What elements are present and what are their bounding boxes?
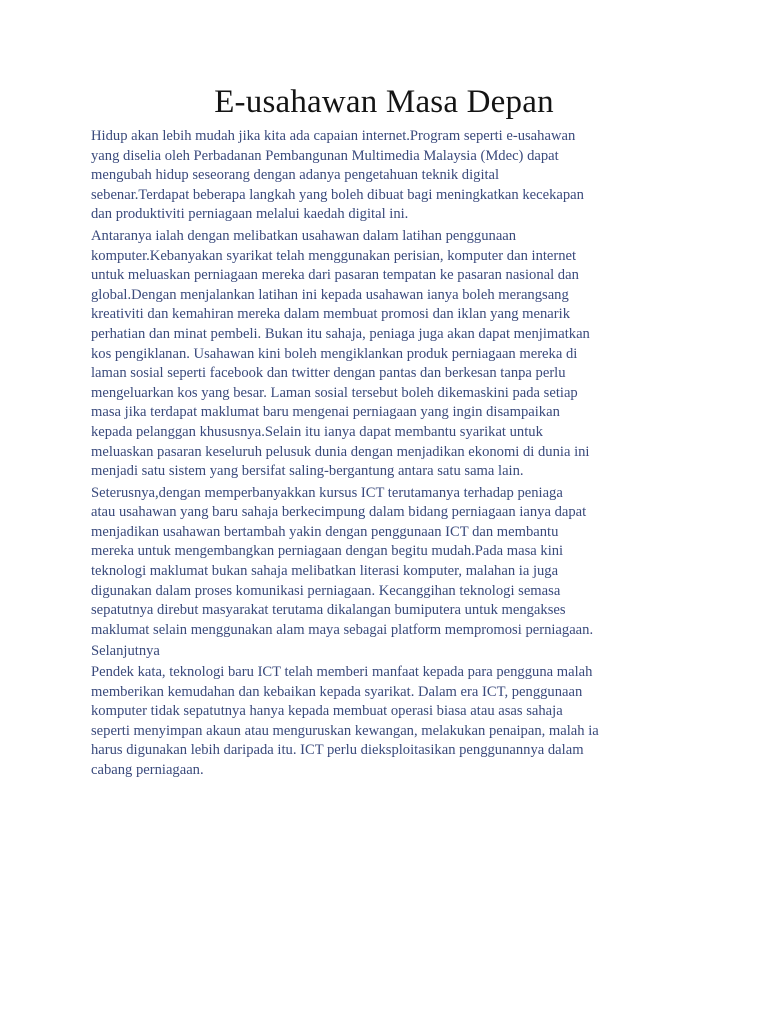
- paragraph-selanjutnya: Selanjutnya: [91, 643, 160, 660]
- paragraph-conclusion: Pendek kata, teknologi baru ICT telah memberi manfaat kepada para pengguna malah memberikan kemudahan dan kebaikan kepada syarikat. Dalam era ICT, penggunaan komputer tidak sepatutnya hanya kepada membuat operasi biasa atau asas sahaja seperti menyimpan akaun atau menguruskan kewangan, melakukan penaipan, malah ia harus digunakan lebih daripada itu. ICT perlu dieksploitasikan penggunannya dalam cabang perniagaan.: [91, 664, 599, 778]
- paragraph-intro: Hidup akan lebih mudah jika kita ada capaian internet.Program seperti e-usahawan yang diselia oleh Perbadanan Pembangunan Multimedia Malaysia (Mdec) dapat mengubah hidup seseorang dengan adanya pengetahuan teknik digital sebenar.Terdapat beberapa langkah yang boleh dibuat bagi meningkatkan kecekapan dan produktiviti perniagaan melalui kaedah digital ini.: [91, 128, 584, 223]
- paragraph-training: Antaranya ialah dengan melibatkan usahawan dalam latihan penggunaan komputer.Kebanyakan syarikat telah menggunakan perisian, komputer dan internet untuk meluaskan perniagaan mereka dari pasaran tempatan ke pasaran nasional dan global.Dengan menjalankan latihan ini kepada usahawan ianya boleh merangsang kreativiti dan kemahiran mereka dalam membuat promosi dan iklan yang menarik perhatian dan minat pembeli. Bukan itu sahaja, peniaga juga akan dapat menjimatkan kos pengiklanan. Usahawan kini boleh mengiklankan produk perniagaan mereka di laman sosial seperti facebook dan twitter dengan pantas dan berkesan tanpa perlu mengeluarkan kos yang besar. Laman sosial tersebut boleh dikemaskini pada setiap masa jika terdapat maklumat baru mengenai perniagaan yang ingin disampaikan kepada pelanggan khususnya.Selain itu ianya dapat membantu syarikat untuk meluaskan pasaran keseluruh pelusuk dunia dengan menjadikan ekonomi di dunia ini menjadi satu sistem yang bersifat saling-bergantung antara satu sama lain.: [91, 227, 590, 480]
- page-title: E-usahawan Masa Depan: [214, 84, 554, 120]
- paragraph-ict-courses: Seterusnya,dengan memperbanyakkan kursus ICT terutamanya terhadap peniaga atau usahawan yang baru sahaja berkecimpung dalam bidang perniagaan ianya dapat menjadikan usahawan bertambah yakin dengan penggunaan ICT dan membantu mereka untuk mengembangkan perniagaan dengan begitu mudah.Pada masa kini teknologi maklumat bukan sahaja melibatkan literasi komputer, malahan ia juga digunakan dalam proses komunikasi perniagaan. Kecanggihan teknologi semasa sepatutnya direbut masyarakat terutama dikalangan bumiputera untuk mengakses maklumat selain menggunakan alam maya sebagai platform mempromosi perniagaan.: [91, 484, 594, 638]
- document-body: [91, 127, 676, 781]
